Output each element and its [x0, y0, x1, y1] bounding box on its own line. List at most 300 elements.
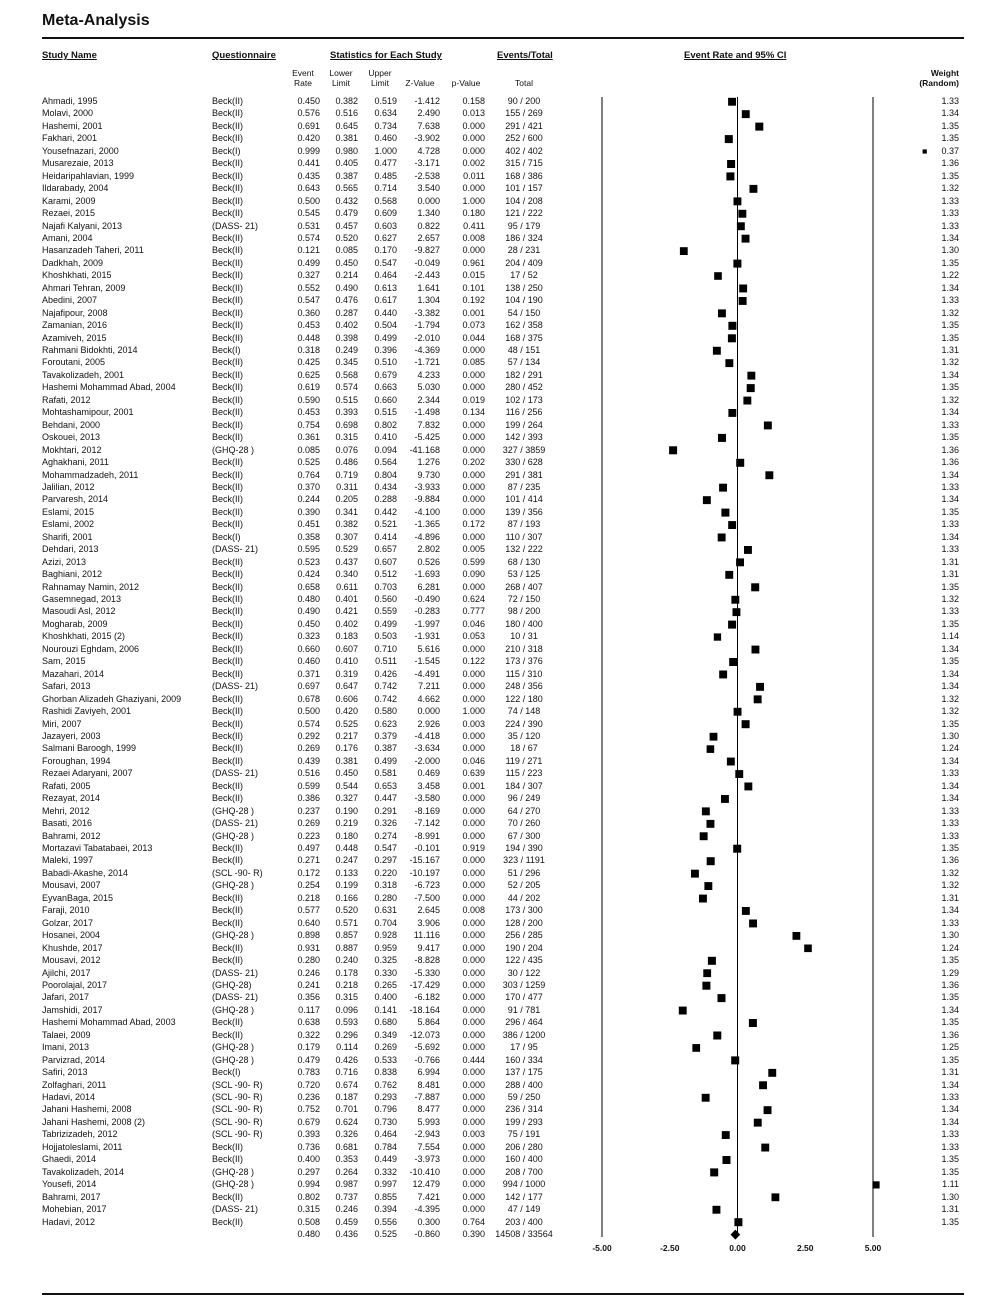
- cell-event-rate: 0.361: [297, 432, 320, 443]
- cell-study: Aghakhani, 2011: [42, 457, 109, 468]
- cell-events-total: 168 / 386: [505, 170, 543, 181]
- cell-z-value: -6.723: [414, 880, 440, 891]
- cell-weight: 1.24: [941, 743, 959, 754]
- cell-p-value: 0.172: [462, 519, 485, 530]
- cell-upper-limit: 0.379: [374, 730, 397, 741]
- study-marker: [726, 172, 734, 180]
- cell-weight: 1.35: [941, 656, 959, 667]
- cell-z-value: 8.477: [417, 1104, 440, 1115]
- cell-questionnaire: Beck(II): [212, 780, 244, 791]
- study-marker: [759, 1081, 767, 1089]
- cell-study: Tabrizizadeh, 2012: [42, 1129, 118, 1140]
- study-marker: [713, 1206, 721, 1214]
- cell-study: Hasanzadeh Taheri, 2011: [42, 245, 144, 256]
- cell-p-value: 0.777: [462, 606, 485, 617]
- cell-p-value: 0.624: [462, 594, 485, 604]
- cell-event-rate: 0.994: [297, 1179, 320, 1190]
- cell-lower-limit: 0.405: [335, 158, 358, 169]
- cell-events-total: 291 / 421: [505, 120, 543, 131]
- cell-weight: 1.33: [941, 220, 959, 231]
- cell-events-total: 104 / 190: [505, 295, 543, 306]
- cell-z-value: -17.429: [409, 979, 440, 990]
- cell-questionnaire: (DASS- 21): [212, 992, 259, 1003]
- cell-events-total: 101 / 157: [505, 183, 543, 194]
- cell-z-value: 3.458: [417, 780, 440, 791]
- cell-lower-limit: 0.437: [335, 556, 358, 567]
- cell-event-rate: 0.898: [297, 930, 320, 941]
- cell-weight: 1.33: [941, 544, 959, 555]
- cell-lower-limit: 0.571: [335, 917, 358, 928]
- cell-z-value: -1.498: [414, 407, 440, 418]
- cell-p-value: 0.000: [462, 581, 485, 592]
- cell-upper-limit: 0.330: [374, 967, 397, 978]
- cell-weight: 1.35: [941, 320, 959, 331]
- cell-lower-limit: 0.476: [335, 295, 358, 306]
- cell-study: Mehri, 2012: [42, 805, 90, 816]
- cell-events-total: 28 / 231: [507, 245, 541, 256]
- cell-p-value: 0.000: [462, 730, 485, 741]
- cell-questionnaire: (GHQ-28 ): [212, 444, 255, 455]
- cell-events-total: 160 / 400: [505, 1154, 543, 1165]
- cell-z-value: -10.197: [409, 867, 440, 878]
- cell-upper-limit: 0.326: [374, 818, 397, 829]
- cell-study: Fakhari, 2001: [42, 133, 98, 144]
- cell-upper-limit: 0.609: [374, 208, 397, 219]
- cell-questionnaire: Beck(II): [212, 96, 244, 106]
- cell-event-rate: 0.318: [297, 345, 320, 355]
- cell-questionnaire: (DASS- 21): [212, 1204, 259, 1215]
- study-marker: [710, 733, 718, 741]
- cell-lower-limit: 0.240: [335, 955, 358, 966]
- cell-weight: 1.33: [941, 519, 959, 530]
- study-marker: [744, 783, 752, 791]
- study-marker: [719, 671, 727, 679]
- cell-event-rate: 0.497: [297, 843, 320, 853]
- cell-events-total: 59 / 250: [507, 1092, 541, 1102]
- cell-p-value: 0.122: [462, 656, 485, 667]
- cell-p-value: 0.000: [462, 1042, 485, 1053]
- cell-study: Ildarabady, 2004: [42, 183, 109, 194]
- cell-questionnaire: Beck(II): [212, 382, 244, 393]
- cell-z-value: -0.283: [414, 606, 440, 617]
- cell-questionnaire: Beck(II): [212, 843, 244, 853]
- cell-z-value: 11.116: [413, 930, 440, 941]
- cell-upper-limit: 0.742: [374, 693, 397, 704]
- cell-lower-limit: 0.515: [335, 394, 358, 405]
- cell-lower-limit: 0.420: [335, 706, 358, 717]
- cell-p-value: 0.000: [462, 793, 485, 804]
- cell-events-total: 119 / 271: [505, 755, 543, 766]
- cell-weight: 1.35: [941, 1017, 959, 1028]
- cell-questionnaire: (GHQ-28): [212, 979, 252, 990]
- cell-lower-limit: 0.166: [335, 892, 358, 903]
- header-questionnaire: Questionnaire: [212, 50, 276, 61]
- cell-study: Masoudi Asl, 2012: [42, 606, 116, 617]
- cell-study: Baghiani, 2012: [42, 569, 103, 580]
- cell-study: Jamshidi, 2017: [42, 1004, 103, 1015]
- cell-weight: 1.34: [941, 232, 959, 243]
- cell-questionnaire: Beck(I): [212, 145, 241, 156]
- cell-p-value: 0.000: [462, 942, 485, 953]
- cell-questionnaire: Beck(II): [212, 706, 244, 717]
- cell-study: Ghaedi, 2014: [42, 1154, 97, 1165]
- cell-questionnaire: Beck(II): [212, 357, 244, 368]
- cell-upper-limit: 0.547: [374, 257, 397, 268]
- cell-weight: 1.35: [941, 1216, 959, 1227]
- cell-event-rate: 0.720: [297, 1079, 320, 1090]
- cell-lower-limit: 0.574: [335, 382, 358, 393]
- cell-p-value: 0.046: [462, 618, 485, 629]
- cell-z-value: -3.902: [414, 133, 440, 144]
- cell-upper-limit: 0.607: [374, 556, 397, 567]
- cell-lower-limit: 0.593: [335, 1017, 358, 1028]
- cell-events-total: 323 / 1191: [503, 855, 545, 866]
- cell-study: Bahrami, 2012: [42, 830, 101, 841]
- cell-p-value: 0.639: [462, 768, 485, 779]
- cell-questionnaire: Beck(I): [212, 1067, 241, 1078]
- cell-questionnaire: (SCL -90- R): [212, 1104, 263, 1115]
- cell-p-value: 0.013: [462, 108, 485, 119]
- cell-upper-limit: 0.291: [374, 805, 397, 816]
- cell-questionnaire: Beck(II): [212, 295, 244, 306]
- cell-study: Salmani Baroogh, 1999: [42, 743, 137, 754]
- cell-event-rate: 0.292: [297, 730, 320, 741]
- subheader-upper-limit: Upper Limit: [368, 68, 392, 88]
- cell-events-total: 186 / 324: [505, 232, 543, 243]
- cell-event-rate: 0.448: [297, 332, 320, 343]
- cell-questionnaire: (GHQ-28 ): [212, 805, 255, 816]
- cell-upper-limit: 0.349: [374, 1029, 397, 1040]
- cell-z-value: -1.794: [414, 320, 440, 331]
- cell-events-total: 162 / 358: [505, 320, 543, 331]
- cell-study: Gasemnegad, 2013: [42, 594, 122, 604]
- cell-z-value: -8.828: [414, 955, 440, 966]
- cell-upper-limit: 0.704: [374, 917, 397, 928]
- cell-weight: 1.30: [941, 1191, 959, 1202]
- cell-questionnaire: (GHQ-28 ): [212, 1166, 255, 1177]
- cell-lower-limit: 0.701: [335, 1104, 358, 1115]
- study-marker: [754, 1119, 762, 1127]
- cell-study: Tavakolizadeh, 2014: [42, 1166, 125, 1177]
- cell-z-value: 4.728: [417, 145, 440, 156]
- cell-lower-limit: 0.199: [335, 880, 358, 891]
- cell-event-rate: 0.254: [297, 880, 320, 891]
- study-marker: [703, 969, 711, 977]
- cell-questionnaire: Beck(II): [212, 519, 244, 530]
- cell-questionnaire: Beck(II): [212, 432, 244, 443]
- cell-event-rate: 0.241: [297, 979, 320, 990]
- cell-questionnaire: Beck(II): [212, 232, 244, 243]
- cell-events-total: 204 / 409: [505, 257, 543, 268]
- cell-study: Rezayat, 2014: [42, 793, 101, 804]
- cell-events-total: 35 / 120: [507, 730, 541, 741]
- cell-p-value: 0.000: [462, 183, 485, 194]
- cell-event-rate: 0.678: [297, 693, 320, 704]
- cell-lower-limit: 0.217: [335, 730, 358, 741]
- cell-weight: 1.35: [941, 1166, 959, 1177]
- cell-events-total: 160 / 334: [505, 1054, 543, 1065]
- cell-lower-limit: 0.345: [335, 357, 358, 368]
- cell-weight: 1.34: [941, 681, 959, 692]
- cell-lower-limit: 0.607: [335, 643, 358, 654]
- cell-event-rate: 0.371: [297, 668, 320, 679]
- cell-lower-limit: 0.479: [335, 208, 358, 219]
- cell-lower-limit: 0.611: [336, 581, 358, 592]
- cell-upper-limit: 0.434: [374, 481, 397, 492]
- cell-upper-limit: 0.762: [374, 1079, 397, 1090]
- x-tick-label: 2.50: [796, 1243, 814, 1253]
- cell-weight: 1.34: [941, 494, 959, 505]
- cell-p-value: 0.000: [462, 1154, 485, 1165]
- cell-z-value: -0.049: [414, 257, 440, 268]
- cell-z-value: 7.421: [417, 1191, 440, 1202]
- cell-weight: 1.32: [941, 357, 959, 368]
- cell-lower-limit: 0.340: [335, 569, 358, 580]
- cell-event-rate: 0.480: [297, 594, 320, 604]
- cell-p-value: 0.085: [462, 357, 485, 368]
- cell-z-value: -8.169: [414, 805, 440, 816]
- study-marker: [737, 222, 745, 230]
- cell-weight: 1.33: [941, 419, 959, 430]
- cell-p-value: 0.000: [462, 444, 485, 455]
- cell-upper-limit: 0.634: [374, 108, 397, 119]
- cell-lower-limit: 0.398: [335, 332, 358, 343]
- cell-z-value: -2.000: [414, 755, 440, 766]
- cell-lower-limit: 0.980: [335, 145, 358, 156]
- cell-upper-limit: 0.464: [374, 270, 397, 281]
- cell-weight: 1.32: [941, 880, 959, 891]
- cell-study: Mohammadzadeh, 2011: [42, 469, 139, 480]
- cell-questionnaire: (DASS- 21): [212, 681, 259, 692]
- cell-weight: 1.36: [941, 444, 959, 455]
- cell-questionnaire: Beck(II): [212, 1017, 244, 1028]
- cell-study: Tavakolizadeh, 2001: [42, 369, 125, 380]
- cell-events-total: 199 / 264: [505, 419, 543, 430]
- cell-lower-limit: 0.287: [335, 307, 358, 318]
- cell-events-total: 18 / 67: [510, 743, 538, 754]
- cell-z-value: 12.479: [412, 1179, 440, 1190]
- cell-study: Zolfaghari, 2011: [42, 1079, 107, 1090]
- cell-upper-limit: 0.796: [374, 1104, 397, 1115]
- cell-events-total: 180 / 400: [505, 618, 543, 629]
- cell-questionnaire: (DASS- 21): [212, 818, 259, 829]
- cell-event-rate: 0.479: [297, 1054, 320, 1065]
- cell-events-total: 138 / 250: [505, 282, 543, 293]
- cell-p-value: 0.000: [462, 892, 485, 903]
- cell-upper-limit: 0.663: [374, 382, 397, 393]
- cell-study: Mousavi, 2012: [42, 955, 101, 966]
- cell-study: Dadkhah, 2009: [42, 257, 104, 268]
- cell-study: Azamiveh, 2015: [42, 332, 107, 343]
- cell-p-value: 0.000: [462, 805, 485, 816]
- cell-lower-limit: 0.296: [335, 1029, 358, 1040]
- cell-lower-limit: 0.681: [335, 1141, 358, 1152]
- cell-study: Hashemi Mohammad Abad, 2004: [42, 382, 176, 393]
- cell-event-rate: 0.516: [297, 768, 320, 779]
- cell-weight: 1.34: [941, 469, 959, 480]
- cell-lower-limit: 0.520: [335, 232, 358, 243]
- cell-weight: 1.30: [941, 245, 959, 256]
- cell-p-value: 0.005: [462, 544, 485, 555]
- cell-questionnaire: (DASS- 21): [212, 220, 259, 231]
- cell-questionnaire: (SCL -90- R): [212, 867, 263, 878]
- cell-events-total: 17 / 52: [510, 270, 538, 281]
- cell-weight: 1.22: [941, 270, 959, 281]
- cell-p-value: 0.134: [462, 407, 485, 418]
- study-marker: [699, 895, 707, 903]
- cell-study: Hadavi, 2014: [42, 1092, 96, 1102]
- cell-p-value: 0.000: [462, 345, 485, 355]
- cell-lower-limit: 0.315: [335, 432, 358, 443]
- cell-study: Poorolajal, 2017: [42, 979, 108, 990]
- cell-lower-limit: 0.410: [335, 656, 358, 667]
- cell-study: Khoshkhati, 2015: [42, 270, 112, 281]
- cell-weight: 1.35: [941, 170, 959, 181]
- cell-weight: 1.32: [941, 307, 959, 318]
- cell-weight: 1.32: [941, 693, 959, 704]
- cell-p-value: 0.000: [462, 432, 485, 443]
- cell-questionnaire: Beck(II): [212, 282, 244, 293]
- study-marker: [747, 384, 755, 392]
- cell-weight: 1.11: [942, 1179, 959, 1190]
- cell-z-value: 3.906: [417, 917, 440, 928]
- cell-p-value: 0.000: [462, 1067, 485, 1078]
- cell-events-total: 206 / 280: [505, 1141, 543, 1152]
- study-marker: [754, 695, 762, 703]
- cell-event-rate: 0.386: [297, 793, 320, 804]
- cell-study: Amani, 2004: [42, 232, 93, 243]
- cell-study: Ahmari Tehran, 2009: [42, 282, 126, 293]
- bottom-rule: [42, 1293, 964, 1295]
- cell-questionnaire: Beck(II): [212, 755, 244, 766]
- cell-questionnaire: Beck(II): [212, 469, 244, 480]
- cell-lower-limit: 0.315: [335, 992, 358, 1003]
- cell-upper-limit: 0.613: [374, 282, 397, 293]
- cell-z-value: -7.500: [414, 892, 440, 903]
- cell-weight: 1.36: [941, 457, 959, 468]
- cell-p-value: 0.015: [462, 270, 485, 281]
- cell-event-rate: 0.315: [297, 1204, 320, 1215]
- study-marker: [702, 982, 710, 990]
- cell-questionnaire: Beck(II): [212, 1141, 244, 1152]
- cell-p-value: 0.764: [462, 1216, 485, 1227]
- cell-lower-limit: 0.381: [335, 133, 358, 144]
- subheader-weight: Weight (Random): [919, 68, 959, 88]
- cell-upper-limit: 0.617: [374, 295, 397, 306]
- cell-weight: 1.34: [941, 1079, 959, 1090]
- cell-upper-limit: 0.714: [374, 183, 397, 194]
- cell-upper-limit: 0.414: [374, 531, 397, 542]
- cell-weight: 1.33: [941, 1129, 959, 1140]
- cell-lower-limit: 0.247: [335, 855, 358, 866]
- cell-events-total: 142 / 177: [505, 1191, 543, 1202]
- cell-study: Rafati, 2005: [42, 780, 91, 791]
- cell-weight: 1.31: [941, 556, 959, 567]
- summary-diamond: [731, 1230, 741, 1240]
- x-tick-label: -2.50: [660, 1243, 680, 1253]
- cell-questionnaire: Beck(II): [212, 183, 244, 194]
- cell-p-value: 0.003: [462, 718, 485, 729]
- cell-study: Rafati, 2012: [42, 394, 91, 405]
- cell-questionnaire: Beck(II): [212, 594, 244, 604]
- cell-p-value: 0.000: [462, 531, 485, 542]
- cell-events-total: 315 / 715: [505, 158, 543, 169]
- cell-questionnaire: Beck(II): [212, 631, 244, 642]
- cell-weight: 1.25: [941, 1042, 959, 1053]
- cell-study: Babadi-Akashe, 2014: [42, 867, 129, 878]
- cell-z-value: 7.832: [417, 419, 440, 430]
- cell-event-rate: 0.500: [297, 195, 320, 206]
- cell-study: Jahani Hashemi, 2008 (2): [42, 1116, 146, 1127]
- cell-lower-limit: 0.219: [335, 818, 358, 829]
- cell-p-value: 0.000: [462, 245, 485, 256]
- cell-p-value: 0.046: [462, 755, 485, 766]
- cell-z-value: 5.864: [417, 1017, 440, 1028]
- cell-z-value: -18.164: [409, 1004, 440, 1015]
- cell-upper-limit: 0.580: [374, 706, 397, 717]
- cell-study: Ghorban Alizadeh Ghaziyani, 2009: [42, 693, 182, 704]
- cell-event-rate: 0.271: [297, 855, 320, 866]
- cell-lower-limit: 0.887: [335, 942, 358, 953]
- cell-study: Imani, 2013: [42, 1042, 90, 1053]
- cell-lower-limit: 0.426: [335, 1054, 358, 1065]
- cell-study: Faraji, 2010: [42, 905, 90, 916]
- cell-z-value: -3.634: [414, 743, 440, 754]
- cell-lower-limit: 0.716: [335, 1067, 358, 1078]
- cell-z-value: -4.491: [414, 668, 440, 679]
- study-marker: [679, 1007, 687, 1015]
- cell-weight: 1.33: [941, 1141, 959, 1152]
- cell-z-value: -4.395: [414, 1204, 440, 1215]
- cell-weight: 1.34: [941, 531, 959, 542]
- cell-questionnaire: Beck(II): [212, 892, 244, 903]
- cell-lower-limit: 0.402: [335, 618, 358, 629]
- cell-weight: 1.31: [941, 569, 959, 580]
- study-marker: [727, 160, 735, 168]
- study-marker: [923, 149, 927, 153]
- cell-p-value: 0.000: [462, 382, 485, 393]
- cell-lower-limit: 0.565: [335, 183, 358, 194]
- cell-upper-limit: 0.442: [374, 506, 397, 517]
- cell-study: Yousefnazari, 2000: [42, 145, 119, 156]
- cell-weight: 1.33: [941, 830, 959, 841]
- cell-study: Mohtashamipour, 2001: [42, 407, 134, 418]
- cell-events-total: 115 / 223: [505, 768, 543, 779]
- cell-weight: 1.31: [941, 1067, 959, 1078]
- cell-event-rate: 0.802: [297, 1191, 320, 1202]
- summary-event-rate: 0.480: [297, 1228, 320, 1239]
- cell-weight: 1.34: [941, 407, 959, 418]
- cell-weight: 1.35: [941, 718, 959, 729]
- cell-p-value: 0.101: [462, 282, 485, 293]
- cell-questionnaire: (GHQ-28 ): [212, 1054, 255, 1065]
- cell-upper-limit: 0.734: [374, 120, 397, 131]
- cell-study: Mogharab, 2009: [42, 618, 108, 629]
- cell-event-rate: 0.323: [297, 631, 320, 642]
- cell-events-total: 90 / 200: [507, 96, 541, 106]
- cell-events-total: 208 / 700: [505, 1166, 543, 1177]
- study-marker: [735, 770, 743, 778]
- cell-z-value: -7.142: [414, 818, 440, 829]
- cell-z-value: 3.540: [417, 183, 440, 194]
- study-marker: [718, 434, 726, 442]
- cell-upper-limit: 0.679: [374, 369, 397, 380]
- cell-lower-limit: 0.264: [335, 1166, 358, 1177]
- cell-study: Talaei, 2009: [42, 1029, 91, 1040]
- cell-event-rate: 0.552: [297, 282, 320, 293]
- cell-events-total: 10 / 31: [510, 631, 538, 642]
- cell-z-value: -4.418: [414, 730, 440, 741]
